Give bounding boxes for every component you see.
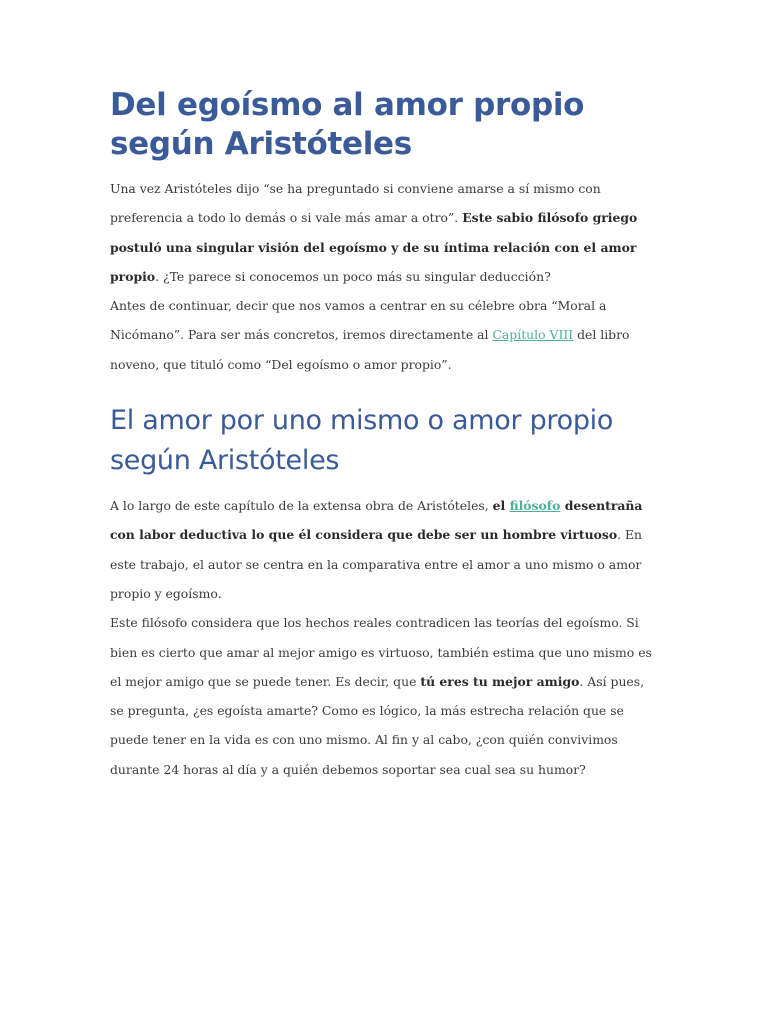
intro-paragraph-2 [110,291,656,379]
section-p1-bold-2: desentraña con labor deductiva lo que él considera que debe ser un hombre virtuoso [110,498,643,543]
intro-p1-text-a: Una vez Aristóteles dijo “se ha preguntado si conviene amarse a sí mismo con preferencia a todo lo demás o si vale más amar a otro”. [110,181,601,226]
article-title: Del egoísmo al amor propio según Aristóteles [110,87,585,162]
intro-p1-bold: Este sabio filósofo griego postuló una singular visión del egoísmo y de su íntima relación con el amor propio [110,210,638,284]
article [110,86,656,784]
intro-p1-text-b: . ¿Te parece si conocemos un poco más su singular deducción? [155,268,551,284]
section-p1-text-a: A lo largo de este capítulo de la extensa obra de Aristóteles, [110,498,493,514]
intro-p2-text-b: del libro noveno, que tituló como “Del egoísmo o amor propio”. [110,327,630,372]
section-p1-bold-1: el [492,498,510,514]
section-paragraph-1 [110,491,656,608]
intro-paragraph-1 [110,174,656,291]
filosofo-link[interactable]: filósofo [509,498,561,514]
intro-p2-text-a: Antes de continuar, decir que nos vamos a centrar en su célebre obra “Moral a Nicómano”. Para ser más concretos, iremos directamente al [110,298,607,343]
section-p1-text-b: . En este trabajo, el autor se centra en la comparativa entre el amor a uno mismo o amor propio y egoísmo. [110,527,643,601]
section-p2-bold: tú eres tu mejor amigo [420,673,580,689]
section-p2-text-a: Este filósofo considera que los hechos reales contradicen las teorías del egoísmo. Si bien es cierto que amar al mejor amigo es virtuoso, también estima que uno mismo es el mejor amigo que se puede tener. Es decir, que [110,615,652,689]
section-p2-text-b: . Así pues, se pregunta, ¿es egoísta amarte? Como es lógico, la más estrecha relación que se puede tener en la vida es con uno mismo. Al fin y al cabo, ¿con quién convivimos durante 24 horas al día y a quién debemos soportar sea cual sea su humor? [110,673,645,777]
section-heading: El amor por uno mismo o amor propio según Aristóteles [110,405,614,477]
section-paragraph-2 [110,608,656,784]
chapter-viii-link[interactable]: Capítulo VIII [492,327,574,343]
